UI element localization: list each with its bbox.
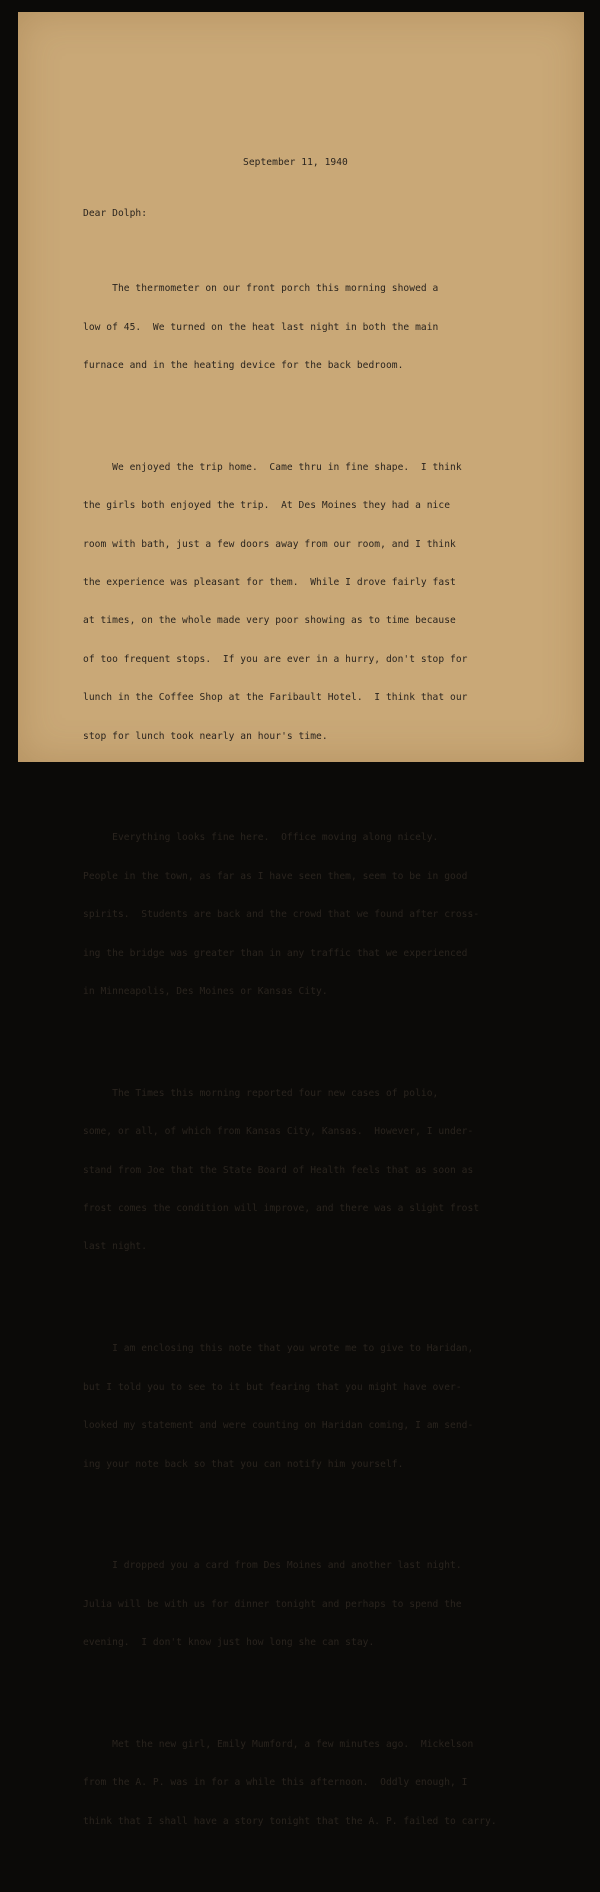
paragraph-town [83, 807, 497, 1025]
text-line: frost comes the condition will improve, and there was a slight frost [83, 1203, 480, 1215]
letter-date: September 11, 1940 [243, 157, 348, 168]
text-line: but I told you to see to it but fearing that you might have over- [83, 1381, 462, 1393]
letter-salutation: Dear Dolph: [83, 208, 148, 219]
text-line: low of 45. We turned on the heat last night in both the main [83, 321, 439, 333]
letter-body [83, 232, 497, 1892]
text-line: ing the bridge was greater than in any traffic that we experienced [83, 947, 468, 959]
paragraph-weather [83, 258, 497, 399]
text-line: I am enclosing this note that you wrote me to give to Haridan, [83, 1343, 474, 1355]
paragraph-polio [83, 1062, 497, 1280]
text-line: spirits. Students are back and the crowd that we found after cross- [83, 909, 480, 921]
text-line: some, or all, of which from Kansas City, Kansas. However, I under- [83, 1126, 474, 1138]
text-line: Met the new girl, Emily Mumford, a few minutes ago. Mickelson [83, 1739, 474, 1751]
text-line: The Times this morning reported four new cases of polio, [83, 1087, 439, 1099]
text-line: Everything looks fine here. Office moving along nicely. [83, 832, 439, 844]
text-line: stand from Joe that the State Board of Health feels that as soon as [83, 1164, 474, 1176]
text-line: People in the town, as far as I have seen them, seem to be in good [83, 870, 468, 882]
text-line: the experience was pleasant for them. While I drove fairly fast [83, 577, 456, 589]
letter-page [18, 12, 584, 1827]
text-line: of too frequent stops. If you are ever in a hurry, don't stop for [83, 653, 468, 665]
text-line: from the A. P. was in for a while this afternoon. Oddly enough, I [83, 1777, 468, 1789]
text-line: room with bath, just a few doors away from our room, and I think [83, 538, 456, 550]
paragraph-trip [83, 436, 497, 769]
text-line: ing your note back so that you can notify him yourself. [83, 1458, 404, 1470]
text-line: think that I shall have a story tonight that the A. P. failed to carry. [83, 1815, 497, 1827]
text-line: lunch in the Coffee Shop at the Faribault Hotel. I think that our [83, 692, 468, 704]
text-line: evening. I don't know just how long she can stay. [83, 1637, 375, 1649]
text-line: at times, on the whole made very poor showing as to time because [83, 615, 456, 627]
paragraph-new-girl [83, 1713, 497, 1854]
paragraph-note [83, 1318, 497, 1497]
text-line: in Minneapolis, Des Moines or Kansas City. [83, 986, 328, 998]
text-line: the girls both enjoyed the trip. At Des Moines they had a nice [83, 500, 451, 512]
paragraph-card [83, 1535, 497, 1676]
text-line: The thermometer on our front porch this morning showed a [83, 283, 439, 295]
text-line: I dropped you a card from Des Moines and another last night. [83, 1560, 462, 1572]
text-line: We enjoyed the trip home. Came thru in fine shape. I think [83, 461, 462, 473]
text-line: Julia will be with us for dinner tonight and perhaps to spend the [83, 1598, 462, 1610]
text-line: furnace and in the heating device for the back bedroom. [83, 359, 404, 371]
text-line: looked my statement and were counting on Haridan coming, I am send- [83, 1420, 474, 1432]
text-line: last night. [83, 1241, 148, 1253]
text-line: stop for lunch took nearly an hour's time. [83, 730, 328, 742]
